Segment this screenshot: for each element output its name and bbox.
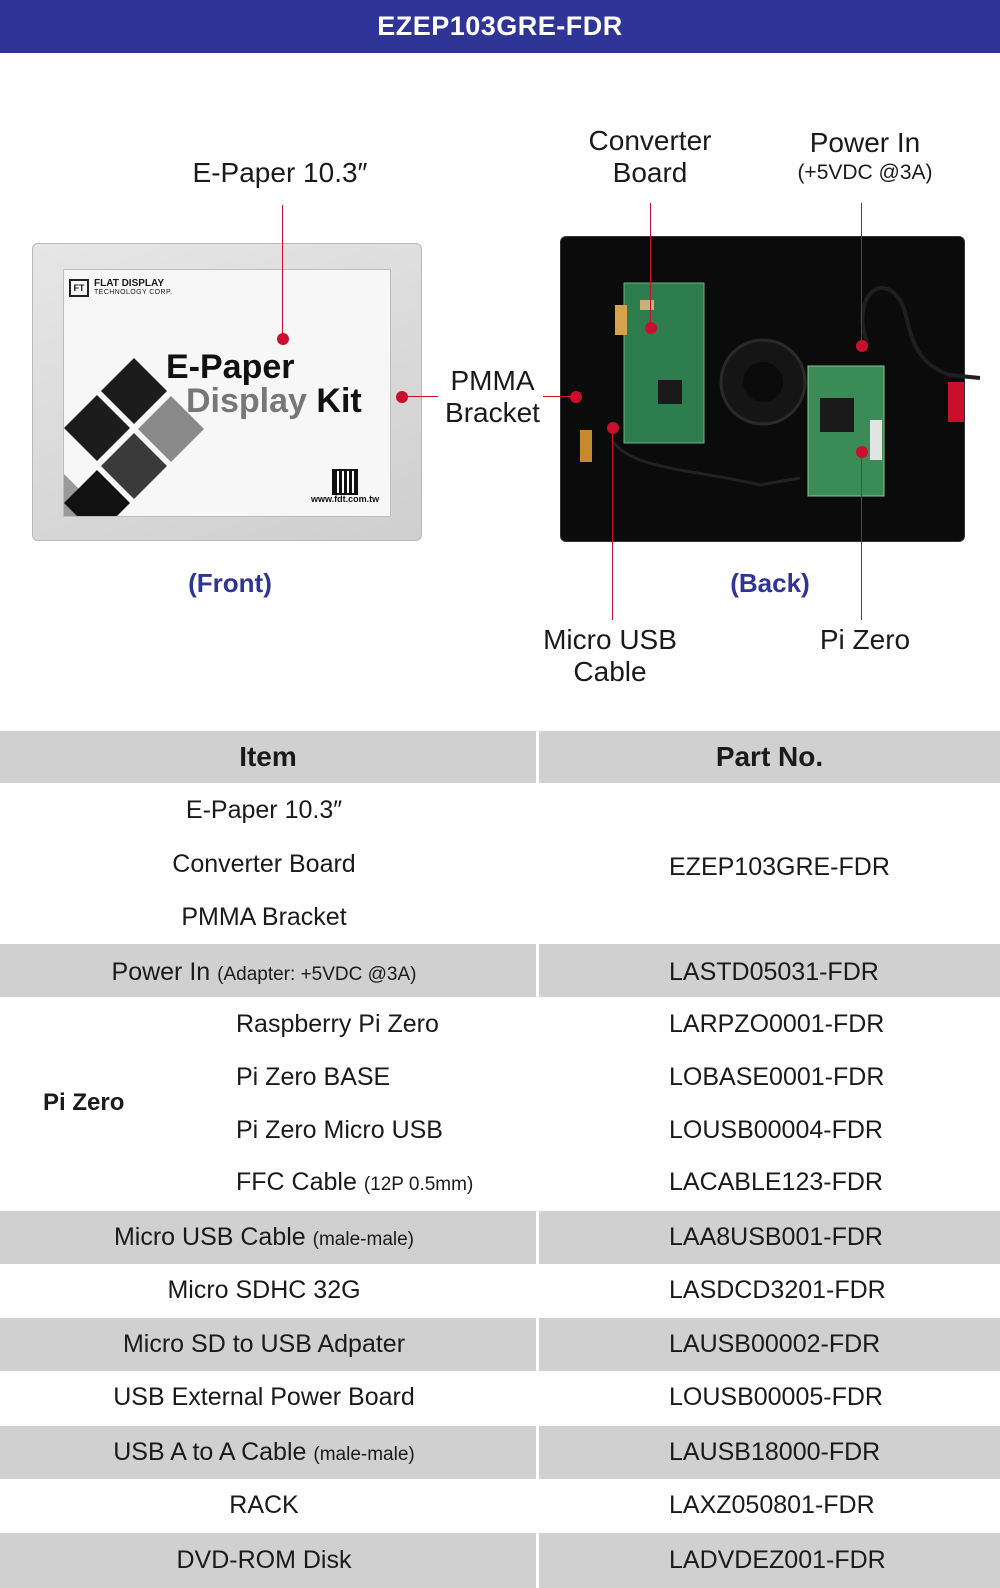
pi-part-raspberry: LARPZO0001-FDR (669, 1010, 885, 1038)
pi-item-base: Pi Zero BASE (236, 1063, 391, 1091)
pi-part-base: LOBASE0001-FDR (669, 1063, 885, 1091)
kit-title: E-Paper Display Kit (166, 348, 362, 420)
row-part-rack: LAXZ050801-FDR (669, 1491, 875, 1519)
brand-logo: FT FLAT DISPLAY TECHNOLOGY CORP. (69, 278, 173, 297)
row-item-usb-a-cable: USB A to A Cable (male-male) (113, 1438, 415, 1466)
front-view-label: (Front) (188, 568, 272, 598)
callout-epaper: E-Paper 10.3″ (192, 157, 368, 188)
pi-part-micro-usb: LOUSB00004-FDR (669, 1116, 883, 1144)
callout-line-power (861, 203, 862, 346)
callout-dot-converter (645, 322, 657, 334)
kit-item-epaper: E-Paper 10.3″ (185, 796, 343, 824)
row-part-dvd: LADVDEZ001-FDR (669, 1546, 886, 1574)
callout-line-converter (650, 203, 651, 328)
callout-dot-pmma-left (396, 391, 408, 403)
row-item-micro-usb-cable: Micro USB Cable (male-male) (113, 1223, 415, 1251)
callout-dot-power (856, 340, 868, 352)
callout-line-epaper (282, 205, 283, 338)
callout-line-micro-usb (612, 428, 613, 620)
row-part-micro-usb-cable: LAA8USB001-FDR (669, 1223, 883, 1251)
callout-line-pi-zero (861, 452, 862, 620)
back-device-components (0, 0, 1000, 560)
fdt-logo-icon: FT (69, 279, 89, 297)
website-url: www.fdt.com.tw (311, 494, 380, 504)
callout-micro-usb-cable: Micro USB Cable (543, 624, 677, 687)
pi-item-raspberry: Raspberry Pi Zero (236, 1010, 439, 1038)
callout-dot-micro-usb (607, 422, 619, 434)
pi-item-micro-usb: Pi Zero Micro USB (236, 1116, 443, 1144)
callout-pi-zero: Pi Zero (819, 624, 911, 655)
power-item: Power In (Adapter: +5VDC @3A) (111, 958, 417, 986)
table-column-separator (536, 731, 539, 1588)
row-item-sdhc: Micro SDHC 32G (167, 1276, 361, 1304)
pi-part-ffc-cable: LACABLE123-FDR (669, 1168, 883, 1196)
callout-power-in: Power In (+5VDC @3A) (797, 127, 933, 184)
row-part-usb-a-cable: LAUSB18000-FDR (669, 1438, 881, 1466)
kit-item-pmma: PMMA Bracket (181, 903, 347, 931)
kit-part-number: EZEP103GRE-FDR (669, 853, 890, 881)
row-item-rack: RACK (229, 1491, 299, 1519)
table-header-item: Item (239, 741, 297, 772)
kit-item-converter: Converter Board (172, 850, 356, 878)
callout-converter-board: Converter Board (588, 125, 712, 188)
row-item-dvd: DVD-ROM Disk (176, 1546, 352, 1574)
row-part-sd-adapter: LAUSB00002-FDR (669, 1330, 881, 1358)
pi-item-ffc-cable: FFC Cable (12P 0.5mm) (236, 1168, 474, 1196)
row-part-sdhc: LASDCD3201-FDR (669, 1276, 886, 1304)
table-header-part: Part No. (715, 741, 824, 772)
callout-dot-pi-zero (856, 446, 868, 458)
row-item-sd-adapter: Micro SD to USB Adpater (122, 1330, 406, 1358)
callout-dot-pmma-right (570, 391, 582, 403)
page-title: EZEP103GRE-FDR (377, 11, 623, 41)
back-view-label: (Back) (730, 568, 810, 598)
pi-zero-group-label: Pi Zero (43, 1089, 125, 1116)
row-part-usb-power-board: LOUSB00005-FDR (669, 1383, 883, 1411)
callout-dot-epaper (277, 333, 289, 345)
callout-pmma-bracket: PMMA Bracket (445, 365, 540, 428)
power-part: LASTD05031-FDR (669, 958, 879, 986)
row-item-usb-power-board: USB External Power Board (113, 1383, 415, 1411)
